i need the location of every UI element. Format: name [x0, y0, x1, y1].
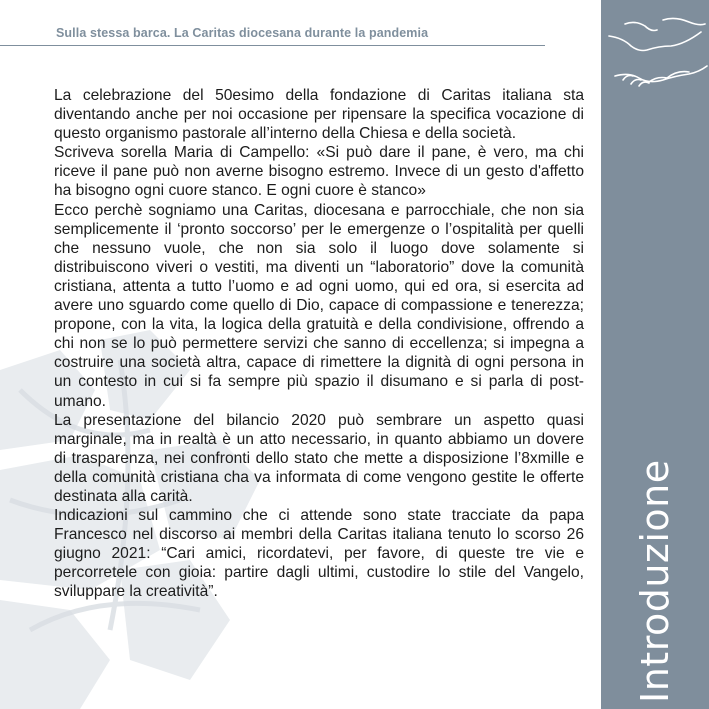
- header-title: Sulla stessa barca. La Caritas diocesana durante la pandemia: [56, 26, 429, 40]
- section-title: Introduzione: [633, 459, 677, 703]
- paragraph: Scriveva sorella Maria di Campello: «Si può dare il pane, è vero, ma chi riceve il pane può non averne bisogno estremo. Invece di un gesto d'affetto ha bisogno ogni cuore stanco. E ogni cuore è stanco»: [54, 144, 584, 200]
- running-header: [56, 26, 601, 40]
- header-rule: [0, 45, 545, 46]
- paragraph: La celebrazione del 50esimo della fondazione di Caritas italiana sta diventando anche per noi occasione per ripensare la specifica vocazione di questo organismo pastorale all’interno della Chiesa e della società.: [54, 87, 584, 143]
- paragraph: La presentazione del bilancio 2020 può sembrare un aspetto quasi marginale, ma in realtà è un atto necessario, in quanto abbiamo un dovere di trasparenza, nei confronti dello stato che mette a disposizione l’8xmille e della comunità cristiana cha va informata di come vengono gestite le offerte destinata alla carità.: [54, 411, 584, 505]
- paragraph: Indicazioni sul cammino che ci attende sono state tracciate da papa Francesco nel discorso ai membri della Caritas italiana tenuto lo scorso 26 giugno 2021: “Cari amici, ricordatevi, per favore, di queste tre vie e percorretele con gioia: partire dagli ultimi, custodire lo stile del Vangelo, sviluppare la creatività”.: [54, 507, 584, 601]
- body-text: [54, 86, 584, 602]
- paragraph: Ecco perchè sogniamo una Caritas, diocesana e parrocchiale, che non sia semplicemente il ‘pronto soccorso’ per le emergenze o l’ospitalità per quelli che nessuno vuole, che non sia solo il luogo dove solamente si distribuiscono viveri o vestiti, ma diventi un “laboratorio” dove la comunità cristiana, attenta a tutto l’uomo e ad ogni uomo, qui ed ora, si esercita ad avere uno sguardo come quello di Dio, capace di compassione e tenerezza; propone, con la vita, la logica della gratuità e della condivisione, offrendo a chi non se lo può permettere servizi che sanno di eccellenza; si impegna a costruire una società altra, capace di rimettere la dignità di ogni persona in un contesto in cui si fa sempre più spazio il disumano e si parla di post-umano.: [54, 201, 584, 410]
- handshake-icon: [605, 6, 709, 92]
- section-sidebar: [601, 0, 709, 709]
